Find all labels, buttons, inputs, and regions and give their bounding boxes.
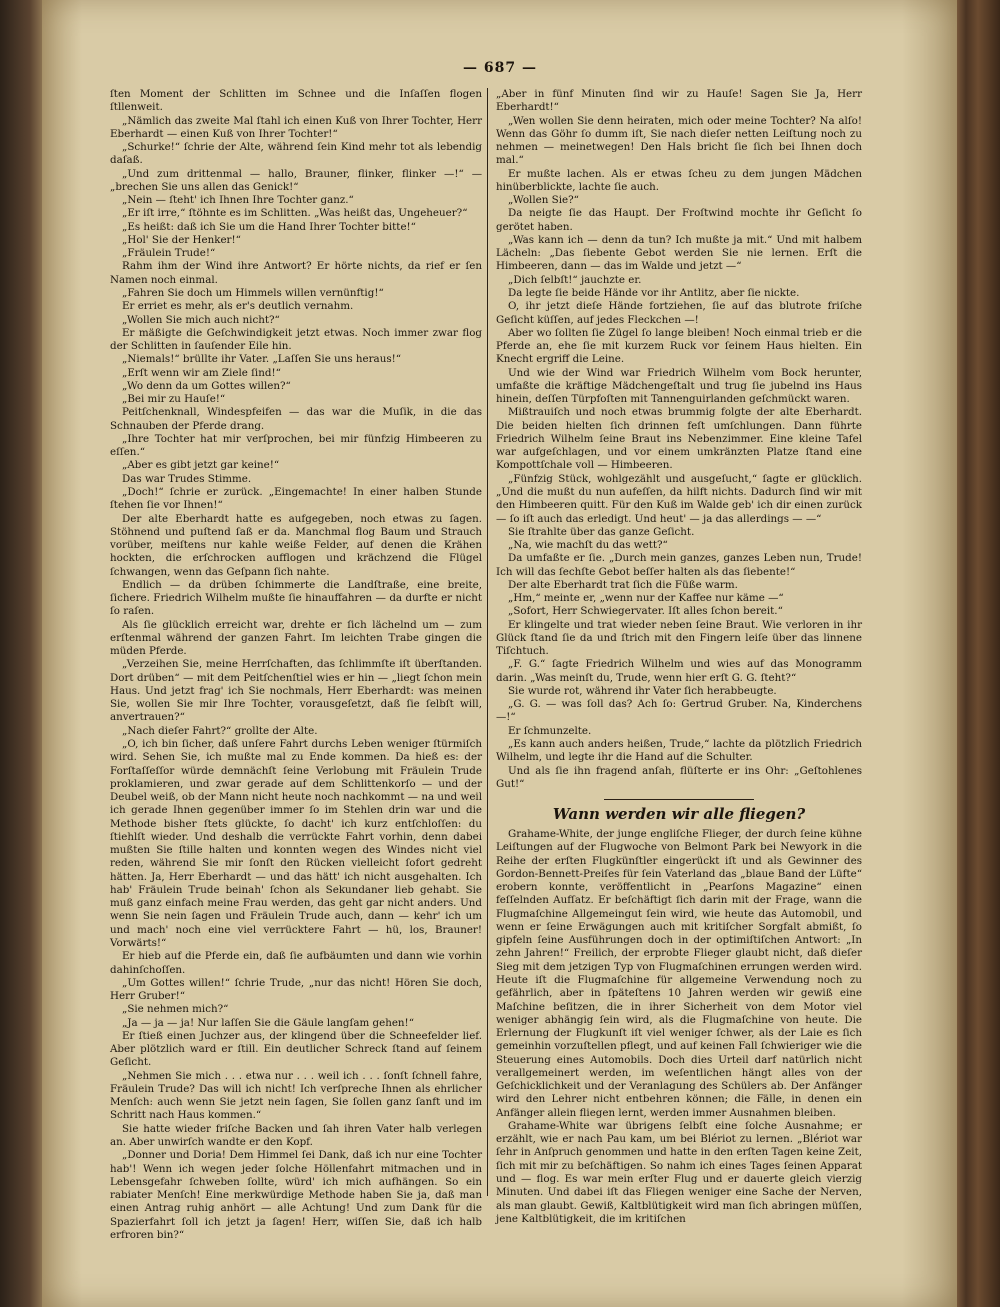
left-column: [110, 88, 482, 1241]
paragraph: Er erriet es mehr, als er's deutlich vernahm.: [122, 300, 354, 313]
paragraph: Er hieb auf die Pferde ein, daß ſie aufbäumten und dann wie vorhin dahinſchoſſen.: [110, 950, 482, 976]
paragraph: „Wen wollen Sie denn heiraten, mich oder meine Tochter? Na alſo! Wenn das Göhr ſo dumm iſt, Sie nach dieſer netten Leiſtung noch zu nehmen — meinetwegen! Den Hals bricht ſie ſich bei Ihnen doch mal.“: [496, 114, 862, 167]
paragraph: „Es heißt: daß ich Sie um die Hand Ihrer Tochter bitte!“: [122, 220, 416, 233]
paragraph: „Sofort, Herr Schwiegervater. Iſt alles ſchon bereit.“: [508, 605, 783, 618]
paragraph: Und wie der Wind war Friedrich Wilhelm vom Bock herunter, umfaßte die kräftige Mädchengeſtalt und trug ſie jubelnd ins Haus hinein, deſſen Türpfoſten mit Tannenguirlanden geſchmückt waren.: [496, 366, 862, 406]
paragraph: Das war Trudes Stimme.: [122, 472, 252, 485]
paragraph: O, ihr jetzt dieſe Hände fortziehen, ſie auf das blutrote friſche Geſicht küſſen, auf jedes Fleckchen —!: [496, 300, 862, 326]
paragraph: „Verzeihen Sie, meine Herrſchaften, das ſchlimmſte iſt überſtanden. Dort drüben“ — mit dem Peitſchenſtiel wies er hin — „liegt ſchon mein Haus. Und jetzt frag' ich Sie nochmals, Herr Eberhardt: was meinen Sie, wollen Sie mir Ihre Tochter, vorausgeſetzt, daß ſie ſelbſt will, anvertrauen?“: [110, 658, 482, 724]
paragraph: „Niemals!“ brüllte ihr Vater. „Laſſen Sie uns heraus!“: [122, 353, 402, 366]
book-left-edge: [0, 0, 42, 1307]
paragraph: „Hol' Sie der Henker!“: [122, 233, 241, 246]
paragraph: Grahame-White, der junge engliſche Flieger, der durch ſeine kühne Leiſtungen auf der Flugwoche von Belmont Park bei Newyork in die Reihe der erſten Flugkünſtler eingerückt iſt und als Gewinner des Gordon-Bennett-Preiſes für ſein Vaterland das „blaue Band der Lüfte“ erobern konnte, veröffentlicht in „Pearſons Magazine“ einen feſſelnden Aufſatz. Er beſchäftigt ſich darin mit der Frage, wann die Flugmaſchine Allgemeingut ſein wird, wie heute das Automobil, und wenn er ſeine Erwägungen auch mit kritiſcher Sorgfalt abmißt, ſo gipfeln ſeine Ausführungen doch in der optimiſtiſchen Antwort: „In zehn Jahren!“ Freilich, der erprobte Flieger glaubt nicht, daß dieſer Sieg mit dem jetzigen Typ von Flugmaſchinen errungen werden wird. Heute iſt die Flugmaſchine für allgemeine Verwendung noch zu gefährlich, aber in ſpäteſtens 10 Jahren werden wir gewiß eine Maſchine beſitzen, die in ihrer Sicherheit von dem Motor viel weniger abhängig ſein wird, als die Flugmaſchine von heute. Die Erlernung der Flugkunſt iſt viel weniger ſchwer, als der Laie es ſich gemeinhin vorzuſtellen pflegt, und auf keinen Fall ſchwieriger wie die Steuerung eines Automobils. Doch dies Urteil darf natürlich nicht verallgemeinert werden, im weſentlichen hängt alles von der Geſchicklichkeit und der Veranlagung des Schülers ab. Der Anfänger wird den Lehrer nicht entbehren können; die Fälle, in denen ein Anfänger allein fliegen lernt, werden immer Ausnahmen bleiben.: [496, 828, 862, 1119]
paragraph: Und als ſie ihn fragend anſah, flüſterte er ins Ohr: „Geſtohlenes Gut!“: [496, 764, 862, 790]
heading-rule: [604, 799, 754, 800]
paragraph: „Na, wie machſt du das wett?“: [508, 539, 668, 552]
right-column: [496, 88, 862, 1225]
paragraph: Da legte ſie beide Hände vor ihr Antlitz, aber ſie nickte.: [508, 286, 800, 299]
paragraph: „Um Gottes willen!“ ſchrie Trude, „nur das nicht! Hören Sie doch, Herr Gruber!“: [110, 976, 482, 1003]
paragraph: Endlich — da drüben ſchimmerte die Landſtraße, eine breite, ſichere. Friedrich Wilhelm mußte ſie hinauffahren — da durfte er nicht ſo raſen.: [110, 578, 482, 618]
paragraph: „Nehmen Sie mich . . . etwa nur . . . weil ich . . . ſonſt ſchnell fahre, Fräulein Trude? Das will ich nicht! Ich verſpreche Ihnen als ehrlicher Menſch: auch wenn Sie jetzt nein ſagen, Sie ſollen ganz ſanft und im Schritt nach Haus kommen.“: [110, 1069, 482, 1122]
paragraph: „Nach dieſer Fahrt?“ grollte der Alte.: [122, 724, 318, 737]
paragraph: Der alte Eberhardt trat ſich die Füße warm.: [508, 578, 738, 591]
paragraph: Mißtrauiſch und noch etwas brummig folgte der alte Eberhardt. Die beiden hielten ſich drinnen feſt umſchlungen. Dann führte Friedrich Wilhelm ſeine Braut ins Nebenzimmer. Eine kleine Tafel war aufgeſchlagen, und vor einem umkränzten Platze ſtand eine Kompottſchale voll — Himbeeren.: [496, 406, 862, 472]
paragraph: „Es kann auch anders heißen, Trude,“ lachte da plötzlich Friedrich Wilhelm, und legte ihr die Hand auf die Schulter.: [496, 738, 862, 764]
book-binding-edge: [956, 0, 1000, 1307]
paragraph: „Dich ſelbſt!“ jauchzte er.: [508, 273, 642, 286]
paragraph: „Fräulein Trude!“: [122, 247, 216, 260]
paragraph: „Wollen Sie?“: [508, 194, 579, 207]
article-title: Wann werden wir alle fliegen?: [552, 805, 806, 824]
paragraph: „Nein — ſteht' ich Ihnen Ihre Tochter ganz.“: [122, 194, 354, 207]
paragraph: „Donner und Doria! Dem Himmel ſei Dank, daß ich nur eine Tochter hab'! Wenn ich wegen jeder ſolche Höllenfahrt mitmachen und in Lebensgefahr ſchweben ſollte, würd' ich mich aufhängen. So ein rabiater Menſch! Eine merkwürdige Methode haben Sie ja, daß man einen Antrag ruhig anhört — alle Achtung! Und zum Dank für die Spazierfahrt ſoll ich jetzt ja ſagen! Herr, wiſſen Sie, daß ich halb erfroren bin?“: [110, 1149, 482, 1241]
paragraph: „Bei mir zu Hauſe!“: [122, 393, 226, 406]
paragraph: „Nämlich das zweite Mal ſtahl ich einen Kuß von Ihrer Tochter, Herr Eberhardt — einen Kuß von Ihrer Tochter!“: [110, 114, 482, 140]
page-number: — 687 —: [463, 60, 537, 76]
paragraph: Sie hatte wieder friſche Backen und ſah ihren Vater halb verlegen an. Aber unwirſch wandte er den Kopf.: [110, 1122, 482, 1148]
paragraph: „Fahren Sie doch um Himmels willen vernünftig!“: [122, 286, 384, 299]
paragraph: Er mäßigte die Geſchwindigkeit jetzt etwas. Noch immer zwar flog der Schlitten in ſauſender Eile hin.: [110, 326, 482, 353]
paragraph: „Und zum drittenmal — hallo, Brauner, flinker, flinker —!“ — „brechen Sie uns allen das Genick!“: [110, 167, 482, 193]
paragraph: Sie ſtrahlte über das ganze Geſicht.: [508, 525, 695, 538]
paragraph: „Erſt wenn wir am Ziele ſind!“: [122, 366, 281, 379]
paragraph: Grahame-White war übrigens ſelbſt eine ſolche Ausnahme; er erzählt, wie er nach Pau kam, um bei Blériot zu lernen. „Blériot war ſehr in Anſpruch genommen und hatte in den erſten Tagen keine Zeit, ſich mit mir zu beſchäftigen. So nahm ich eines Tages ſeinen Apparat und — flog. Es war mein erſter Flug und er dauerte gleich vierzig Minuten. Und dabei iſt das Fliegen weniger eine Sache der Nerven, als man glaubt. Gewiß, Kaltblütigkeit wird man ſich abringen müſſen, jene Kaltblütigkeit, die im kritiſchen: [496, 1119, 862, 1225]
paragraph: Peitſchenknall, Windespfeifen — das war die Muſik, in die das Schnauben der Pferde drang.: [110, 406, 482, 432]
paragraph: „Was kann ich — denn da tun? Ich mußte ja mit.“ Und mit halbem Lächeln: „Das ſiebente Gebot werden Sie nie lernen. Erſt die Himbeeren, dann — das im Walde und jetzt —“: [496, 233, 862, 273]
paragraph: „Fünfzig Stück, wohlgezählt und ausgeſucht,“ ſagte er glücklich. „Und die mußt du nun aufeſſen, da hilft nichts. Dadurch ſind wir mit den Himbeeren quitt. Für den Kuß im Walde geb' ich dir einen zurück — ſo iſt auch das erledigt. Und heut' — ja das allerdings — —“: [496, 472, 862, 525]
paragraph: „Ihre Tochter hat mir verſprochen, bei mir fünfzig Himbeeren zu eſſen.“: [110, 432, 482, 459]
paragraph: Rahm ihm der Wind ihre Antwort? Er hörte nichts, da rief er ſen Namen noch einmal.: [110, 260, 482, 286]
paragraph: Sie wurde rot, während ihr Vater ſich herabbeugte.: [508, 684, 777, 697]
paragraph: ſten Moment der Schlitten im Schnee und die Inſaſſen flogen ſtllenweit.: [110, 88, 482, 114]
paragraph: „G. G. — was ſoll das? Ach ſo: Gertrud Gruber. Na, Kinderchens —!“: [496, 698, 862, 724]
column-divider: [487, 88, 488, 1196]
paragraph: „Schurke!“ ſchrie der Alte, während ſein Kind mehr tot als lebendig daſaß.: [110, 141, 482, 167]
paragraph: „Er iſt irre,“ ſtöhnte es im Schlitten. „Was heißt das, Ungeheuer?“: [122, 207, 468, 220]
paragraph: Der alte Eberhardt hatte es aufgegeben, noch etwas zu ſagen. Stöhnend und puſtend ſaß er da. Manchmal flog Baum und Strauch vorüber, meiſtens nur kahle weiße Felder, auf denen die Krähen hockten, die erſchrocken aufflogen und krächzend die Flügel ſchwangen, wenn das Geſpann ſich nahte.: [110, 512, 482, 578]
paragraph: Er ſchmunzelte.: [508, 724, 592, 737]
paragraph: „Wo denn da um Gottes willen?“: [122, 379, 291, 392]
paragraph: Da neigte ſie das Haupt. Der Froſtwind mochte ihr Geſicht ſo gerötet haben.: [496, 207, 862, 233]
paragraph: Aber wo ſollten ſie Zügel ſo lange bleiben! Noch einmal trieb er die Pferde an, ehe ſie mit kurzem Ruck vor ſeinem Haus hielten. Ein Knecht ergriff die Leine.: [496, 326, 862, 366]
paragraph: Da umfaßte er ſie. „Durch mein ganzes, ganzes Leben nun, Trude! Ich will das ſechſte Gebot beſſer halten als das ſiebente!“: [496, 552, 862, 578]
paragraph: „Doch!“ ſchrie er zurück. „Eingemachte! In einer halben Stunde ſtehen ſie vor Ihnen!“: [110, 485, 482, 512]
paragraph: Er mußte lachen. Als er etwas ſcheu zu dem jungen Mädchen hinüberblickte, lachte ſie auch.: [496, 167, 862, 193]
paragraph: „O, ich bin ſicher, daß unſere Fahrt durchs Leben weniger ſtürmiſch wird. Sehen Sie, ich mußte mal zu Ende kommen. Da hieß es: der Forſtaſſeſſor würde demnächſt ſeine Verlobung mit Fräulein Trude proklamieren, und zwar gerade auf dem Schlittenkorſo — und der Deubel weiß, ob der Mann nicht heute noch nachkommt — na und weil ich gerade Ihnen gegenüber immer ſo im Stehlen drin war und die Methode bisher ſtets glückte, ſo dacht' ich kurz entſchloſſen: du ſtiehlſt wieder. Und deshalb die verrückte Fahrt vorhin, denn dabei mußten Sie ſtille halten und konnten wegen des Windes nicht viel reden, während Sie mir ſonſt den Rücken vielleicht ſofort gedreht hätten. Ja, Herr Eberhardt — und das hätt' ich nicht ausgehalten. Ich hab' Fräulein Trude beinah' ſchon als Sekundaner lieb gehabt. Sie muß ganz einfach meine Frau werden, das geht gar nicht anders. Und wenn Sie nein ſagen und Fräulein Trude auch, dann — kehr' ich um und mach' noch eine viel verrücktere Fahrt — hü, los, Brauner! Vorwärts!“: [110, 738, 482, 949]
paragraph: „Wollen Sie mich auch nicht?“: [122, 313, 280, 326]
paragraph: „F. G.“ ſagte Friedrich Wilhelm und wies auf das Monogramm darin. „Was meinſt du, Trude, wenn hier erſt G. G. ſteht?“: [496, 658, 862, 684]
paragraph: Als ſie glücklich erreicht war, drehte er ſich lächelnd um — zum erſtenmal während der ganzen Fahrt. Im leichten Trabe gingen die müden Pferde.: [110, 618, 482, 658]
paragraph: „Ja — ja — ja! Nur laſſen Sie die Gäule langſam gehen!“: [122, 1016, 414, 1029]
paragraph: Er klingelte und trat wieder neben ſeine Braut. Wie verloren in ihr Glück ſtand ſie da und ſtrich mit den Fingern leiſe über das linnene Tiſchtuch.: [496, 618, 862, 658]
paragraph: Er ſtieß einen Juchzer aus, der klingend über die Schneefelder lief. Aber plötzlich ward er ſtill. Ein deutlicher Schreck ſtand auf ſeinem Geſicht.: [110, 1029, 482, 1069]
paragraph: „Aber in fünf Minuten ſind wir zu Hauſe! Sagen Sie Ja, Herr Eberhardt!“: [496, 88, 862, 114]
paragraph: „Aber es gibt jetzt gar keine!“: [122, 459, 280, 472]
paragraph: „Hm,“ meinte er, „wenn nur der Kaffee nur käme —“: [508, 592, 784, 605]
paragraph: „Sie nehmen mich?“: [122, 1003, 229, 1016]
